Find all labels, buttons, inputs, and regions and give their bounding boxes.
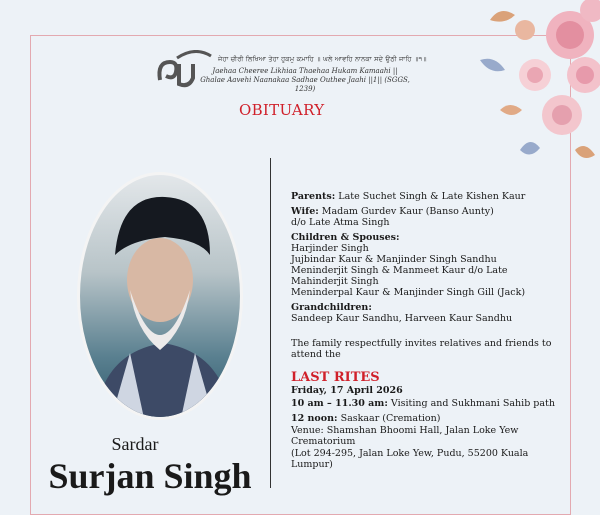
wife-label: Wife: [291,206,319,217]
honorific: Sardar [111,434,159,454]
transliteration-line-2: Ghalae Aavehi Naanakaa Sadhae Outhee Jaahi ||1|| (SGGS, 1239) [200,76,410,93]
time-visiting: 10 am – 11.30 am: [291,398,388,409]
children [291,232,566,298]
time-cremation: 12 noon: [291,413,338,424]
grandchildren [291,302,566,324]
transliteration-line-1: Jaehaa Cheeree Likhiaa Thaehaa Hukam Kamaahi || [212,67,398,75]
obituary-title: OBITUARY [239,101,325,119]
event-cremation: Saskaar (Cremation) [340,413,441,424]
portrait-photo [77,172,243,420]
last-rites-title: LAST RITES [291,370,380,385]
invitation-text: The family respectfully invites relatives and friends to attend the [291,338,552,360]
child-entry: Jujbindar Kaur & Manjinder Singh Sandhu [291,254,497,265]
child-entry: Meninderjit Singh & Manmeet Kaur d/o Late Mahinderjit Singh [291,265,508,287]
parents-value: Late Suchet Singh & Late Kishen Kaur [338,191,526,202]
venue: Venue: Shamshan Bhoomi Hall, Jalan Loke Yew Crematorium [291,425,519,447]
wife [291,206,566,228]
last-rites-date: Friday, 17 April 2026 [291,385,403,396]
grandchildren-label: Grandchildren: [291,302,372,313]
deceased-name: Surjan Singh [48,456,252,496]
wife-value: Madam Gurdev Kaur (Banso Aunty) [321,206,494,217]
gurbani-transliteration [200,67,410,94]
parents [291,191,566,202]
child-entry: Harjinder Singh [291,243,369,254]
event-visiting: Visiting and Sukhmani Sahib path [390,398,555,409]
gurbani-verse: ਜੇਹਾ ਚੀਰੀ ਲਿਖਿਆ ਤੇਹਾ ਹੁਕਮੁ ਕਮਾਹਿ ॥ ਘਲੇ ਆਵਹਿ ਨਾਨਕਾ ਸਦੇ ਉਠੀ ਜਾਹਿ ॥੧॥ [218,55,427,63]
wife-parentage: d/o Late Atma Singh [291,217,390,228]
floral-decoration [480,0,600,175]
children-label: Children & Spouses: [291,232,400,243]
column-divider [270,158,271,488]
parents-label: Parents: [291,191,336,202]
details-column [291,191,566,474]
grandchildren-value: Sandeep Kaur Sandhu, Harveen Kaur Sandhu [291,313,513,324]
venue-address: (Lot 294-295, Jalan Loke Yew, Pudu, 55200 Kuala Lumpur) [291,448,529,470]
child-entry: Meninderpal Kaur & Manjinder Singh Gill (Jack) [291,287,526,298]
